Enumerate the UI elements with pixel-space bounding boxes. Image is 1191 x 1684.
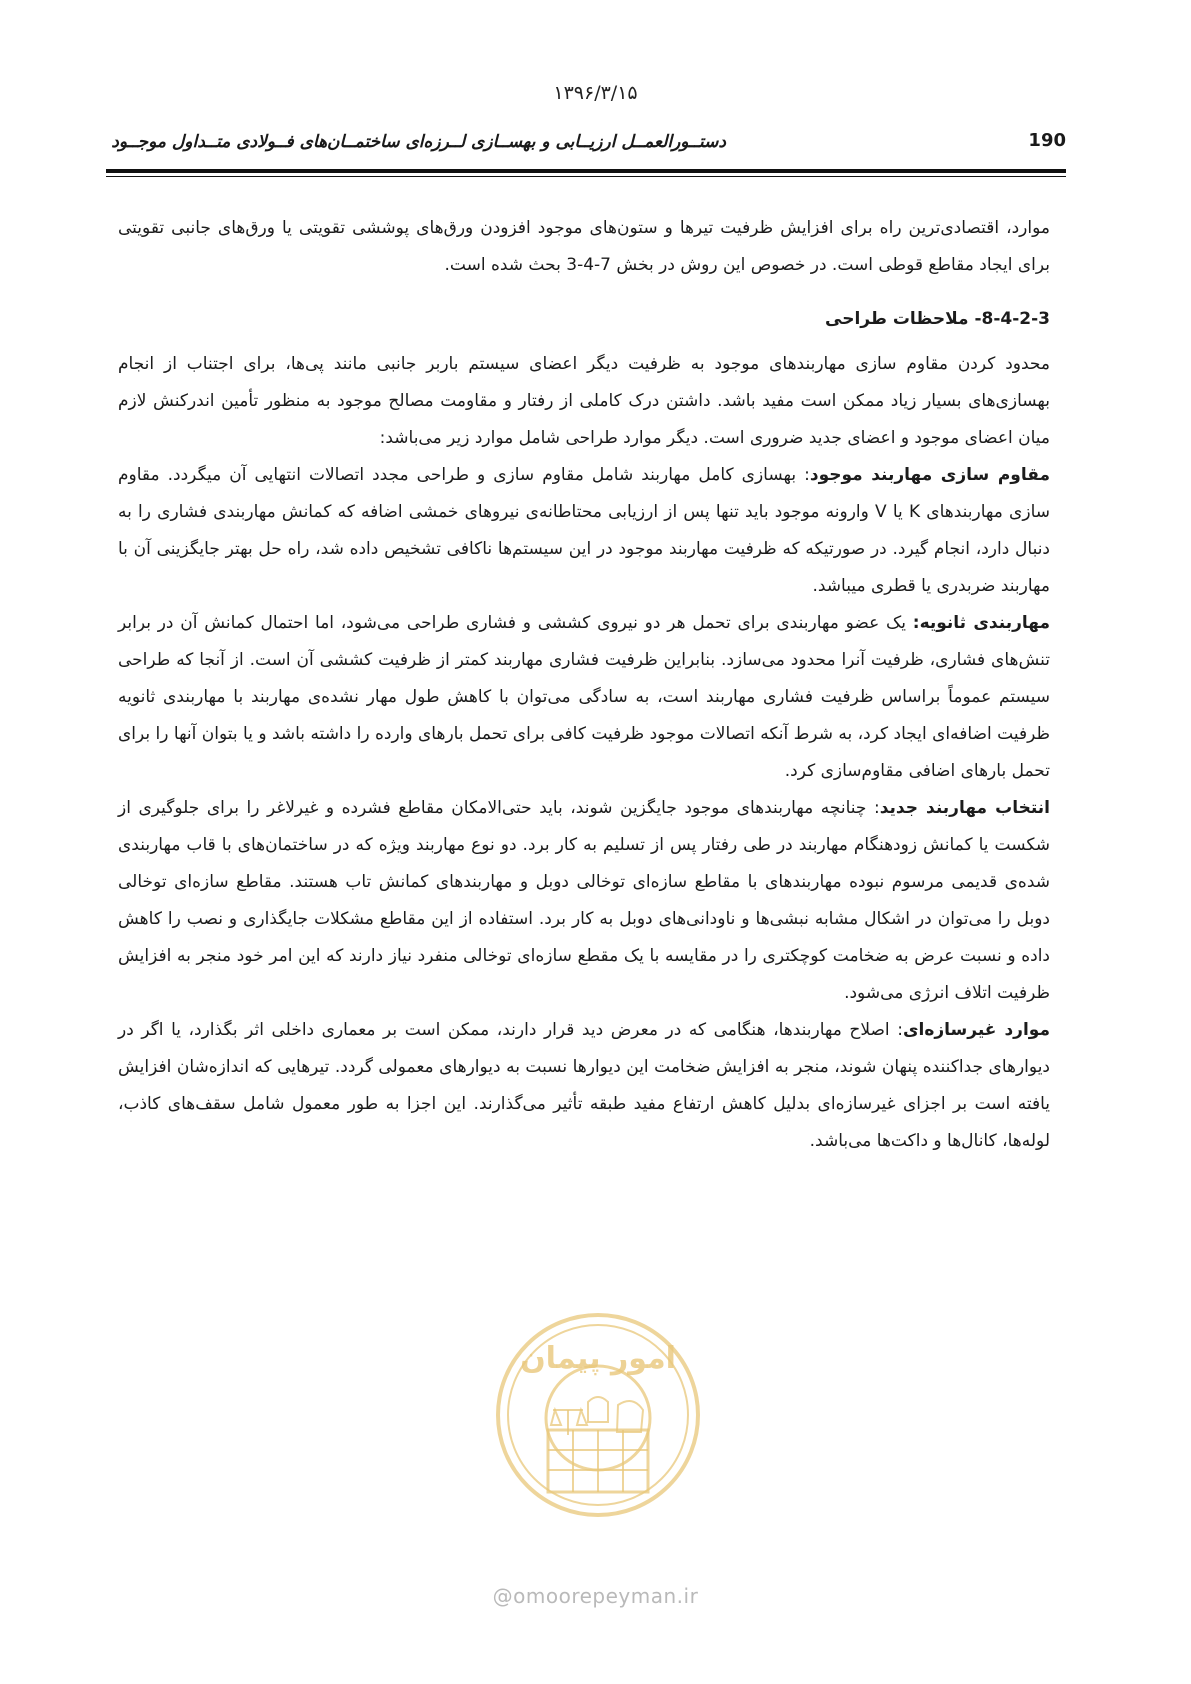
paragraph-text: : اصلاح مهاربندها، هنگامی که در معرض دید قرار دارند، ممکن است بر معماری داخلی اثر بگذارد، یا اگر در دیوارهای جداکننده پنهان شوند، منجر به افزایش ضخامت این دیوارها نسبت به دیوارهای معمولی گردد. تیرهایی که اندازه‌شان افزایش یافته است بر اجزای غیرسازه‌ای بدلیل کاهش ارتفاع مفید طبقه تأثیر می‌گذارند. این اجزا به طور معمول شامل سقف‌های کاذب، لوله‌ها، کانال‌ها و داکت‌ها می‌باشد. (118, 1020, 1050, 1151)
watermark-url: @omoorepeyman.ir (492, 1584, 699, 1608)
paragraph-title: مقاوم سازی مهاربند موجود (809, 465, 1050, 485)
seal-text: امور پیمان (520, 1341, 676, 1376)
body-text (118, 210, 1050, 1160)
intro-paragraph: موارد، اقتصادی‌ترین راه برای افزایش ظرفیت تیرها و ستون‌های موجود افزودن ورق‌های پوششی تقویتی یا ورق‌های جانبی تقویتی برای ایجاد مقاطع قوطی است. در خصوص این روش در بخش 7-4-3 بحث شده است. (118, 218, 1050, 275)
page-number: 190 (1028, 130, 1066, 151)
paragraph-text: : بهسازی کامل مهاربند شامل مقاوم سازی و طراحی مجدد اتصالات انتهایی آن میگردد. مقاوم سازی مهاربندهای K یا V وارونه موجود باید تنها پس از ارزیابی محتاطانه‌ی نیروهای خمشی اضافه که کمانش مهاربندی فشاری را به دنبال دارد، انجام گیرد. در صورتیکه که ظرفیت مهاربند موجود در این سیستم‌ها ناکافی تشخیص داده شد، راه حل بهتر جایگزینی آن با مهاربند ضربدری یا قطری میباشد. (118, 465, 1050, 596)
paragraph-nonstructural-items (118, 1012, 1050, 1160)
paragraph-title: مهاربندی ثانویه: (912, 613, 1050, 633)
header-rule-thick (106, 169, 1066, 173)
document-date: ۱۳۹۶/۳/۱۵ (553, 82, 638, 104)
paragraph-existing-brace-retrofit (118, 457, 1050, 605)
header-rule-thin (106, 176, 1066, 177)
paragraph-secondary-bracing (118, 605, 1050, 790)
paragraph-text: یک عضو مهاربندی برای تحمل هر دو نیروی کششی و فشاری طراحی می‌شود، اما احتمال کمانش آن در برابر تنش‌های فشاری، ظرفیت آنرا محدود می‌سازد. بنابراین ظرفیت فشاری مهاربند کمتر از ظرفیت کششی آن است. از آنجا که طراحی سیستم عموماً براساس ظرفیت فشاری مهاربند است، به سادگی می‌توان با کاهش طول مهار نشده‌ی مهاربند با مهاربندی ثانویه ظرفیت اضافه‌ای ایجاد کرد، به شرط آنکه اتصالات موجود ظرفیت کافی برای تحمل بارهای وارده را داشته باشد و یا بتوان آنها را برای تحمل بارهای اضافی مقاوم‌سازی کرد. (118, 613, 1050, 781)
section-heading: 8-4-2-3- ملاحظات طراحی (825, 309, 1050, 329)
paragraph-new-brace-selection (118, 790, 1050, 1012)
section-intro-paragraph: محدود کردن مقاوم سازی مهاربندهای موجود به ظرفیت دیگر اعضای سیستم باربر جانبی مانند پی‌ها، برای اجتناب از انجام بهسازی‌های بسیار زیاد ممکن است مفید باشد. داشتن درک کاملی از رفتار و مقاومت مصالح موجود به منظور تأمین اندرکنش لازم میان اعضای موجود و اعضای جدید ضروری است. دیگر موارد طراحی شامل موارد زیر می‌باشد: (118, 354, 1050, 448)
page-header (106, 128, 1066, 162)
paragraph-text: : چنانچه مهاربندهای موجود جایگزین شوند، باید حتی‌الامکان مقاطع فشرده و غیرلاغر را برای جلوگیری از شکست یا کمانش زودهنگام مهاربند در طی رفتار پس از تسلیم به کار برد. دو نوع مهاربند ویژه که در ساختمان‌های با قاب مهاربندی شده‌ی قدیمی مرسوم نبوده مهاربندهای با مقاطع سازه‌ای توخالی دوبل و مهاربندهای کمانش تاب هستند. مقاطع سازه‌ای توخالی دوبل را می‌توان در اشکال مشابه نبشی‌ها و ناودانی‌های دوبل به کار برد. استفاده از این مقاطع مشکلات جایگذاری و نصب را کاهش داده و نسبت عرض به ضخامت کوچکتری را در مقایسه با یک مقطع سازه‌ای توخالی منفرد نیاز دارند که این امر خود منجر به افزایش ظرفیت اتلاف انرژی می‌شود. (118, 798, 1050, 1003)
paragraph-title: انتخاب مهاربند جدید (879, 798, 1050, 818)
seal-watermark-icon (493, 1310, 703, 1520)
running-title: دستــورالعمــل ارزیــابی و بهســازی لــرزه‌ای ساختمــان‌های فــولادی متــداول موجــود (111, 132, 726, 152)
paragraph-title: موارد غیرسازه‌ای (902, 1020, 1050, 1040)
